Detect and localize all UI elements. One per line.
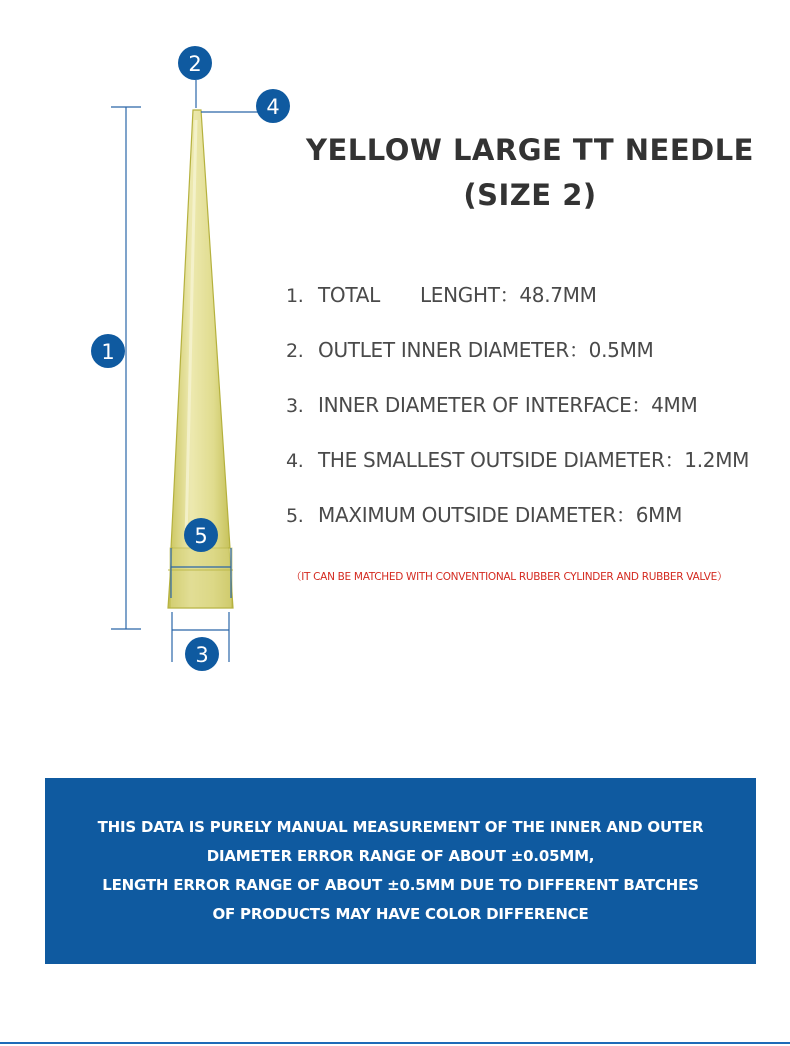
callout-3	[185, 637, 219, 671]
spec-number: 3.	[286, 395, 304, 417]
spec-number: 1.	[286, 285, 304, 307]
spec-text: INNER DIAMETER OF INTERFACE：4MM	[318, 393, 698, 417]
spec-item-4	[286, 444, 749, 473]
banner-line-3: LENGTH ERROR RANGE OF ABOUT ±0.5MM DUE TO DIFFERENT BATCHES	[102, 876, 699, 894]
spec-text-b: LENGHT：48.7MM	[419, 283, 597, 307]
svg-text:2: 2	[188, 52, 202, 76]
disclaimer-banner	[45, 778, 756, 964]
spec-number: 2.	[286, 340, 304, 362]
svg-text:3: 3	[195, 643, 209, 667]
svg-text:4: 4	[266, 95, 280, 119]
spec-number: 4.	[286, 450, 304, 472]
callout-4	[256, 89, 290, 123]
callout-1	[91, 334, 125, 368]
page-title-line-2: (SIZE 2)	[463, 178, 597, 212]
spec-item-5	[286, 499, 682, 528]
spec-number: 5.	[286, 505, 304, 527]
spec-text: OUTLET INNER DIAMETER：0.5MM	[318, 338, 654, 362]
svg-text:5: 5	[194, 524, 208, 548]
spec-text-a: TOTAL	[318, 283, 380, 307]
spec-item-2	[286, 334, 654, 363]
banner-line-4: OF PRODUCTS MAY HAVE COLOR DIFFERENCE	[212, 905, 589, 923]
footer-divider	[0, 1042, 790, 1044]
spec-item-1	[286, 279, 597, 308]
svg-text:1: 1	[101, 340, 115, 364]
banner-line-1: THIS DATA IS PURELY MANUAL MEASUREMENT OF THE INNER AND OUTER	[97, 818, 704, 836]
needle-hub	[170, 548, 232, 608]
callout-5	[184, 518, 218, 552]
spec-text: MAXIMUM OUTSIDE DIAMETER：6MM	[318, 503, 683, 527]
spec-item-3	[286, 389, 697, 418]
spec-text: THE SMALLEST OUTSIDE DIAMETER：1.2MM	[318, 448, 750, 472]
banner-line-2: DIAMETER ERROR RANGE OF ABOUT ±0.05MM,	[206, 847, 595, 865]
callout-2	[178, 46, 212, 80]
compatibility-note: （IT CAN BE MATCHED WITH CONVENTIONAL RUBBER CYLINDER AND RUBBER VALVE）	[291, 571, 728, 583]
page-title-line-1: YELLOW LARGE TT NEEDLE	[305, 133, 754, 167]
